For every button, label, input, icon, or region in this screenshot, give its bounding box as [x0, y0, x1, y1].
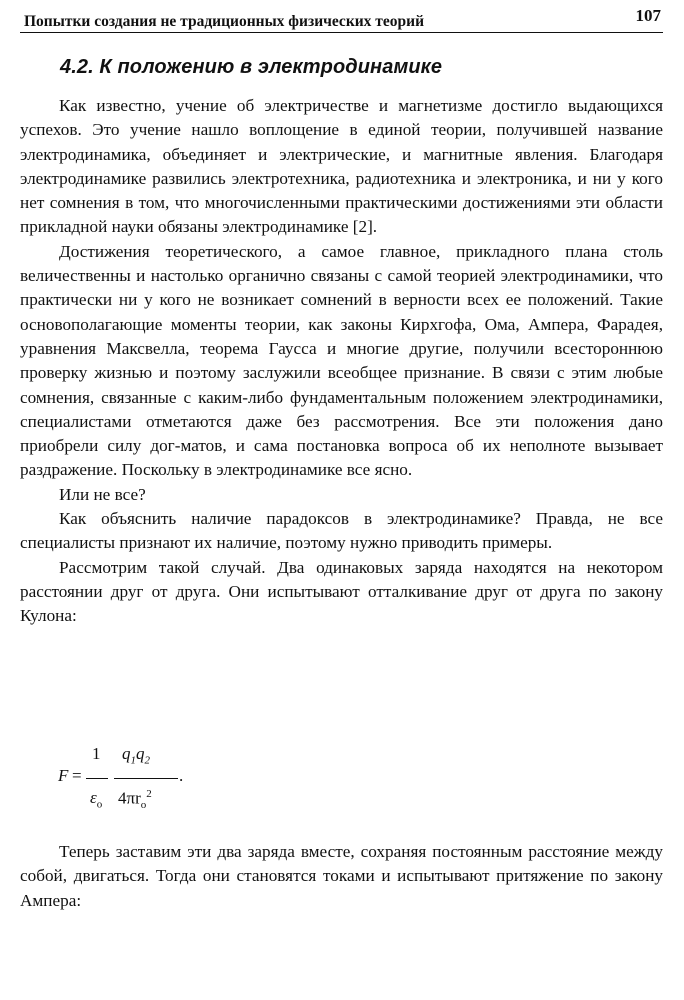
formula-period: .: [179, 766, 184, 785]
subscript: o: [96, 798, 103, 811]
formula-lhs: F: [58, 766, 69, 785]
running-header: [20, 6, 663, 33]
formula-equals: =: [72, 766, 82, 785]
page-number: 107: [635, 6, 661, 25]
subscript: 1: [130, 754, 136, 767]
subscript: 2: [144, 754, 150, 767]
paragraph: Теперь заставим эти два заряда вместе, сохраняя постоянным расстояние между собой, двигаться. Тогда они становятся токами и испытывают притяжение по закону Ампера:: [20, 842, 663, 910]
paragraph: Достижения теоретического, а самое главное, прикладного плана столь величественны и настолько органично связаны с самой теорией электродинамики, что практически ни у кого не возникает сомнений в верности всех ее положений. Такие основополагающие моменты теории, как законы Кирхгофа, Ома, Ампера, Фарадея, уравнения Максвелла, теорема Гаусса и многие другие, получили всестороннюю проверку жизнью и поэтому заслужили всеобщее признание. В связи с этим любые сомнения, связанные с каким-либо фундаментальным положением электродинамики, специалистами отметаются даже без рассмотрения. Все эти положения дано приобрели силу дог-матов, и сама постановка вопроса об их неполноте вызывает раздражение. Поскольку в электродинамике все ясно.: [20, 241, 663, 480]
body-text-continued: [20, 840, 663, 913]
coulomb-formula: [58, 744, 208, 816]
formula-denominator-epsilon: [90, 788, 102, 810]
paragraph: Как известно, учение об электричестве и магнетизме достигло выдающихся успехов. Это учение нашло воплощение в единой теории, получившей название электродинамика, объединяет и электрические, и магнитные явления. Благодаря электродинамике развились электротехника, радиотехника и электроника, и ни у кого нет сомнения в том, что многочисленными практическими достижениями эти области прикладной науки обязаны электродинамике [2].: [20, 96, 663, 237]
paragraph: Или не все?: [59, 484, 146, 504]
formula-numerator: 1: [92, 744, 101, 763]
formula-denominator: [118, 788, 152, 811]
superscript: 2: [146, 788, 152, 800]
section-title: 4.2. К положению в электродинамике: [60, 56, 443, 78]
body-text: [20, 94, 663, 629]
paragraph: Рассмотрим такой случай. Два одинаковых заряда находятся на некотором расстоянии друг от друга. Они испытывают отталкивание друг от друга по закону Кулона:: [20, 557, 663, 626]
charge-q: q: [136, 744, 145, 763]
fraction-bar: [86, 778, 108, 779]
fraction-bar: [114, 778, 178, 779]
subscript: o: [140, 799, 147, 812]
four-pi-r: 4πr: [118, 788, 141, 808]
running-title: Попытки создания не традиционных физических теорий: [24, 13, 425, 30]
paragraph: Как объяснить наличие парадоксов в электродинамике? Правда, не все специалисты признают их наличие, поэтому нужно приводить примеры.: [20, 509, 663, 553]
charge-q: q: [122, 744, 131, 763]
formula-numerator-charges: [122, 744, 150, 766]
epsilon: ε: [90, 788, 97, 807]
